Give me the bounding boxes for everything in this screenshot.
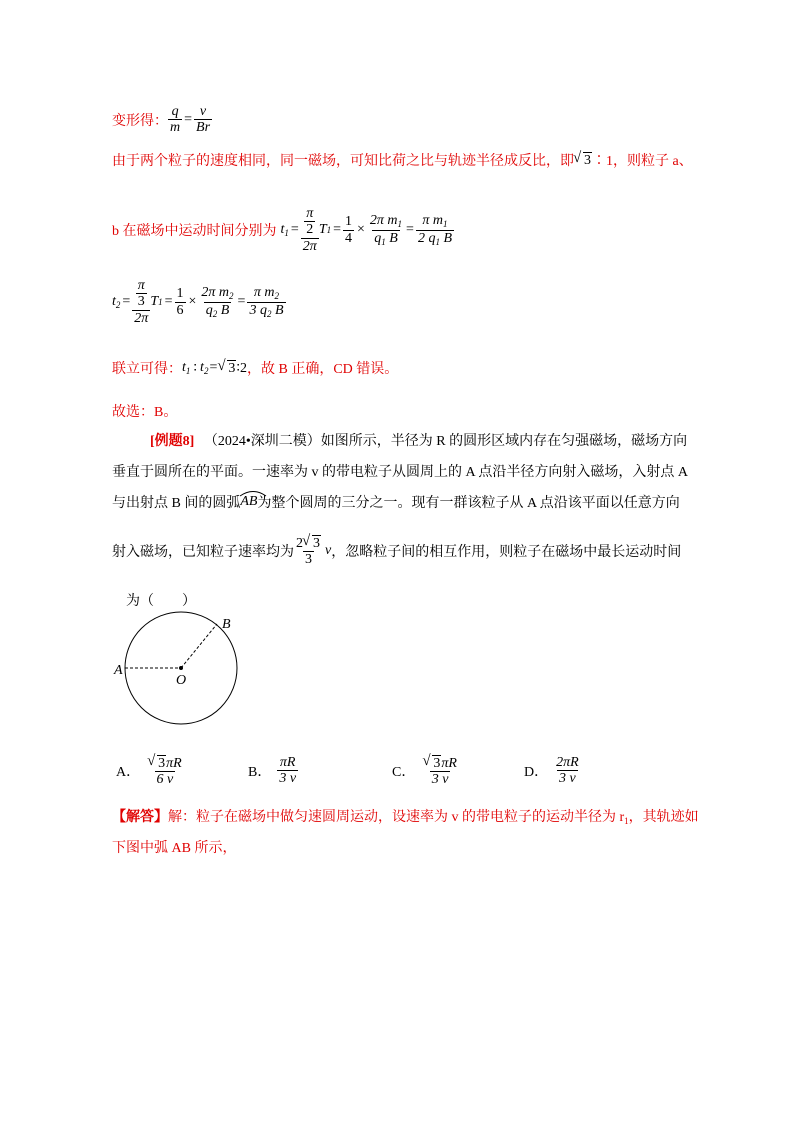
time-label: b 在磁场中运动时间分别为 — [112, 224, 277, 240]
label-A: A — [114, 663, 123, 678]
option-C[interactable]: C． √ $\frac{3\pi R}{3 v}$ — [392, 755, 459, 788]
derivation-step — [112, 104, 212, 136]
speed-fraction: $\frac{2√ 3}{3}$ — [294, 535, 323, 568]
reasoning-text: 由于两个粒子的速度相同，同一磁场，可知比荷之比与轨迹半径成反比，即 √ 3 ∶1，则粒子 a、 — [112, 150, 693, 170]
example-tag: [例题8] — [150, 434, 195, 449]
option-D[interactable]: D． $\frac{2\pi R}{3 v}$ — [524, 755, 579, 787]
option-A[interactable]: A． √ $\frac{3\pi R}{6 v}$ — [116, 755, 184, 788]
sqrt-3: √ 3 — [574, 152, 592, 169]
q-over-m: $\frac{q}{m}$ — [170, 104, 181, 136]
label: 变形得： — [112, 113, 168, 129]
t1-equation: $t_1$ = $\frac{\frac{\pi}{2}}{2\pi}$ T 1 = $\frac{1}{4}$ × $\frac{2\pi m_1}{q_1 B}$ = $\frac{\pi m_1}{2 q_1 B}$ — [280, 206, 453, 254]
option-B[interactable]: B． $\frac{\pi R}{3 v}$ — [248, 755, 297, 787]
ratio-result: 联立可得： $t_1$ ∶ $t_2$ = √ 3 ∶2 ，故 B 正确，CD 错误。 — [112, 358, 398, 378]
center-point — [179, 666, 183, 670]
problem-line: 垂直于圆所在的平面。一速率为 v 的带电粒子从圆周上的 A 点沿半径方向射入磁场，入射点 A — [112, 465, 688, 480]
radius-OB — [181, 624, 217, 668]
problem-line: 射入磁场，已知粒子速率均为 $\frac{2√ 3}{3}$ v ，忽略粒子间的相互作用，则粒子在磁场中最长运动时间 — [112, 535, 681, 568]
answer-line: 故选：B。 — [112, 405, 178, 420]
arc-AB: AB — [240, 494, 257, 510]
label-B: B — [222, 617, 231, 632]
pi-half-over-2pi: $\frac{\frac{\pi}{2}}{2\pi}$ — [302, 206, 317, 254]
ratio-equation: $\frac{q}{m}$ = $\frac{v}{Br}$ — [170, 104, 211, 136]
circle-figure — [110, 610, 250, 740]
v-over-Br: $\frac{v}{Br}$ — [196, 104, 211, 136]
t1-equation-line — [112, 206, 454, 254]
label-O: O — [176, 673, 187, 688]
t2-equation: $t_2$ = $\frac{\frac{\pi}{3}}{2\pi}$ T 1 = $\frac{1}{6}$ × $\frac{2\pi m_2}{q_2 B}$ = $\frac{\pi m_2}{3 q_2 B}$ — [112, 278, 284, 326]
solution-line: 【解答】解：粒子在磁场中做匀速圆周运动，设速率为 v 的带电粒子的运动半径为 $r_1$，其轨迹如 — [112, 810, 699, 826]
solution-line: 下图中弧 AB 所示， — [112, 841, 237, 856]
problem-header: [例题8] （2024•深圳二模）如图所示，半径为 R 的圆形区域内存在匀强磁场，磁场方向 — [150, 434, 688, 449]
problem-line: 与出射点 B 间的圆弧 AB 为整个圆周的三分之一。现有一群该粒子从 A 点沿该平面以任意方向 — [112, 492, 680, 512]
problem-line: 为（ ） — [126, 594, 196, 609]
